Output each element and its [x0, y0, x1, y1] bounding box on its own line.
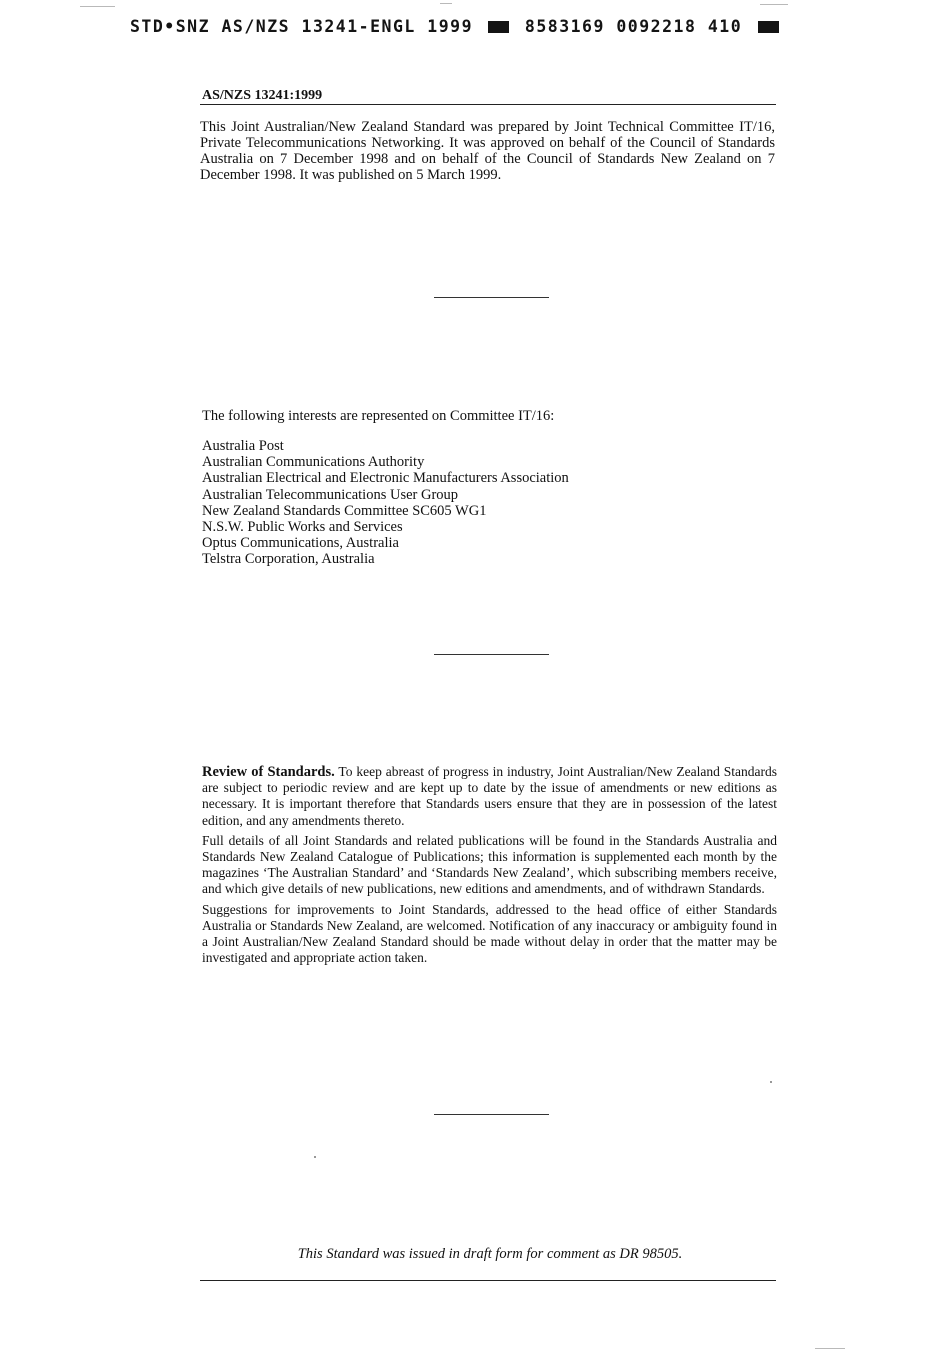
review-text-1: To keep abreast of progress in industry, Joint Australian/New Zealand Standards are subject to periodic review and are kept up to date by the issue of amendments or new editions as necessary. It is important therefore that Standards users ensure that they are in possession of the latest edition, and any amendments thereto. — [202, 764, 778, 828]
scan-artifact-top-right — [760, 4, 788, 5]
preparation-statement: This Joint Australian/New Zealand Standard was prepared by Joint Technical Committee IT/16, Private Telecommunications Networking. It was approved on behalf of the Council of Standards Australia on 7 December 1998 and on behalf of the Council of Standards New Zealand on 7 December 1998. It was published on 5 March 1999. — [200, 119, 775, 183]
section-separator-3 — [434, 1114, 549, 1115]
scan-artifact-top-mid — [440, 3, 452, 4]
stamp-doc-code: STD•SNZ AS/NZS 13241-ENGL 1999 — [130, 17, 474, 36]
committee-member: Australian Communications Authority — [202, 454, 425, 471]
document-id: AS/NZS 13241:1999 — [202, 88, 323, 103]
review-paragraph-3: Suggestions for improvements to Joint Standards, addressed to the head office of either Standards Australia or Standards New Zealand, are welcomed. Notification of any inaccuracy or ambiguity found in a Joint Australian/New Zealand Standard should be made without delay in order that the matter may be investigated and appropriate action taken. — [202, 901, 777, 966]
committee-member: Australia Post — [202, 438, 284, 454]
review-paragraph-1 — [202, 764, 777, 829]
scan-artifact-top-left — [80, 6, 115, 7]
review-heading: Review of Standards. — [202, 764, 335, 780]
footer-rule — [200, 1280, 776, 1281]
committee-member: Optus Communications, Australia — [202, 535, 399, 552]
draft-issue-note: This Standard was issued in draft form for comment as DR 98505. — [297, 1246, 683, 1262]
section-separator-1 — [434, 297, 549, 298]
scan-artifact-bottom-right — [815, 1348, 845, 1349]
section-separator-2 — [434, 654, 549, 655]
header-stamp — [130, 17, 810, 36]
stamp-block-mark — [488, 21, 509, 33]
review-of-standards — [202, 764, 777, 970]
committee-member: N.S.W. Public Works and Services — [202, 519, 403, 536]
committee-member: Australian Telecommunications User Group — [202, 486, 459, 503]
stamp-block-mark-end — [758, 21, 779, 33]
review-paragraph-2: Full details of all Joint Standards and related publications will be found in the Standards Australia and Standards New Zealand Catalogue of Publications; this information is supplemented each month by the magazines ‘The Australian Standard’ and ‘Standards New Zealand’, which subscribing members receive, and which give details of new publications, new editions and amendments, and of withdrawn Standards. — [202, 832, 777, 897]
stamp-numbers: 8583169 0092218 410 — [524, 17, 743, 36]
committee-member: Telstra Corporation, Australia — [202, 551, 375, 568]
scan-speck — [314, 1156, 316, 1158]
header-rule — [200, 104, 776, 105]
committee-member: Australian Electrical and Electronic Manufacturers Association — [202, 470, 569, 487]
committee-intro: The following interests are represented on Committee IT/16: — [202, 408, 555, 424]
scan-speck — [770, 1081, 772, 1083]
committee-member: New Zealand Standards Committee SC605 WG1 — [202, 502, 487, 519]
committee-member-list — [202, 438, 569, 568]
